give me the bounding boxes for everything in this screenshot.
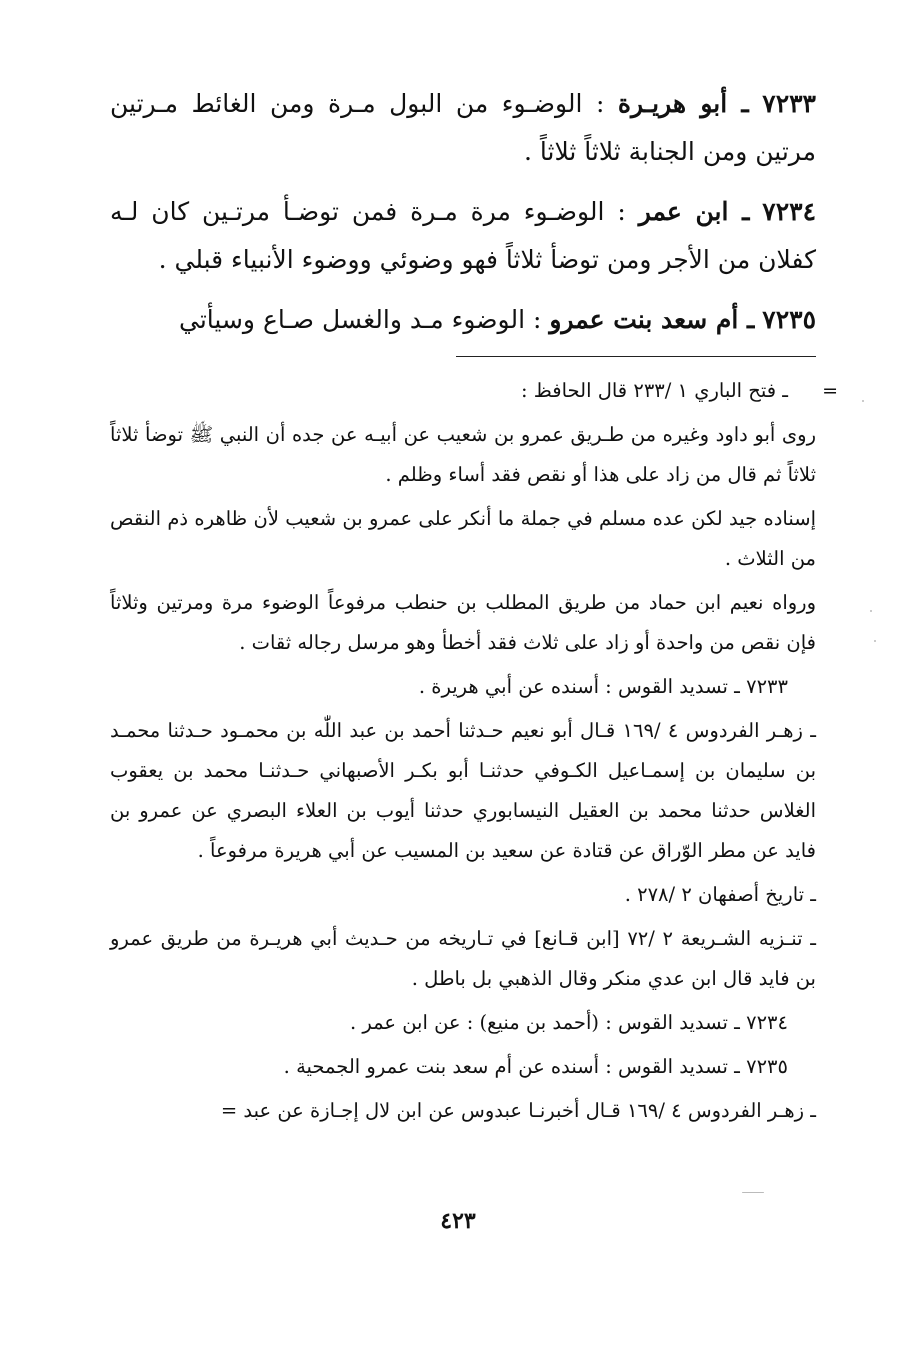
entry-narrator: ابن عمر [638,197,729,226]
hadith-entry-7235: ٧٢٣٥ ـ أم سعد بنت عمرو : الوضوء مـد والغسل صـاع وسيأتي [179,305,816,334]
footnote-line: روى أبو داود وغيره من طـريق عمرو بن شعيب عن أبيـه عن جده أن النبي ﷺ توضأ ثلاثاً ثلاثاً ثم قال من زاد على هذا أو نقص فقد أساء وظلم . [110,423,816,486]
footnote-line: إسناده جيد لكن عده مسلم في جملة ما أنكر على عمرو بن شعيب لأن ظاهره ذم النقص من الثلاث . [110,507,816,570]
entry-number: ٧٢٣٣ [762,89,816,118]
scan-speck [742,1192,764,1193]
scan-speck [870,610,872,612]
entry-text: : الوضـوء من البول مـرة ومن الغائط مـرتين مرتين ومن الجنابة ثلاثاً ثلاثاً . [110,89,816,166]
entry-number: ٧٢٣٤ [762,197,817,226]
page-number: ٤٢٣ [440,1208,476,1234]
footnote-line: ـ تاريخ أصفهان ٢ /٢٧٨ . [624,883,816,906]
footnote-text: ـ فتح الباري ١ /٢٣٣ قال الحافظ : [521,379,788,402]
page-body [110,80,838,1135]
entry-text: : الوضـوء مرة مـرة فمن توضـأ مرتـين كان لـه كفلان من الأجر ومن توضأ ثلاثاً فهو وضوئي ووضوء الأنبياء قبلي . [110,197,816,274]
footnote-separator [456,356,816,357]
entry-number: ٧٢٣٥ [762,305,816,334]
hadith-entry-7233: ٧٢٣٣ ـ أبو هريـرة : الوضـوء من البول مـرة ومن الغائط مـرتين مرتين ومن الجنابة ثلاثاً ثلاثاً . [110,89,816,166]
entry-narrator: أم سعد بنت عمرو [549,305,739,334]
entry-narrator: أبو هريـرة [617,89,728,118]
continuation-mark: = [822,380,838,402]
footnote-line: ٧٢٣٤ ـ تسديد القوس : (أحمد بن منيع) : عن ابن عمر . [349,1011,788,1034]
entry-text: : الوضوء مـد والغسل صـاع وسيأتي [179,305,542,334]
footnote-line [110,371,838,411]
footnote-line: ـ زهـر الفردوس ٤ /١٦٩ قـال أبو نعيم حـدثنا أحمد بن عبد اللّٰه بن محمـود حـدثنا محمـد بن سليمان بن إسمـاعيل الكـوفي حدثنـا أبو بكـر الأصبهاني حـدثنـا محمد بن يعقوب الغلاس حدثنا محمد بن العقيل النيسابوري حدثنا أيوب بن العلاء البصري عن عمرو بن فايد عن مطر الوّراق عن قتادة عن سعيد بن المسيب عن أبي هريرة مرفوعاً . [110,719,816,862]
hadith-entry-7234: ٧٢٣٤ ـ ابن عمر : الوضـوء مرة مـرة فمن توضـأ مرتـين كان لـه كفلان من الأجر ومن توضأ ثلاثاً فهو وضوئي ووضوء الأنبياء قبلي . [110,197,817,274]
footnote-line: ـ زهـر الفردوس ٤ /١٦٩ قـال أخبرنـا عبدوس عن ابن لال إجـازة عن عبد = [220,1099,816,1122]
footnote-line: ٧٢٣٥ ـ تسديد القوس : أسنده عن أم سعد بنت عمرو الجمحية . [283,1055,788,1078]
scan-speck [862,400,864,402]
footnote-line: ورواه نعيم ابن حماد من طريق المطلب بن حنطب مرفوعاً الوضوء مرة ومرتين وثلاثاً فإن نقص من واحدة أو زاد على ثلاث فقد أخطأ وهو مرسل رجاله ثقات . [110,591,816,654]
footnote-line: ـ تنـزيه الشـريعة ٢ /٧٢ [ابن قـانع] في تـاريخه من حـديث أبي هريـرة من طريق عمرو بن فايد قال ابن عدي منكر وقال الذهبي بل باطل . [110,927,816,990]
scan-speck [874,640,876,642]
footnote-line: ٧٢٣٣ ـ تسديد القوس : أسنده عن أبي هريرة . [418,675,788,698]
